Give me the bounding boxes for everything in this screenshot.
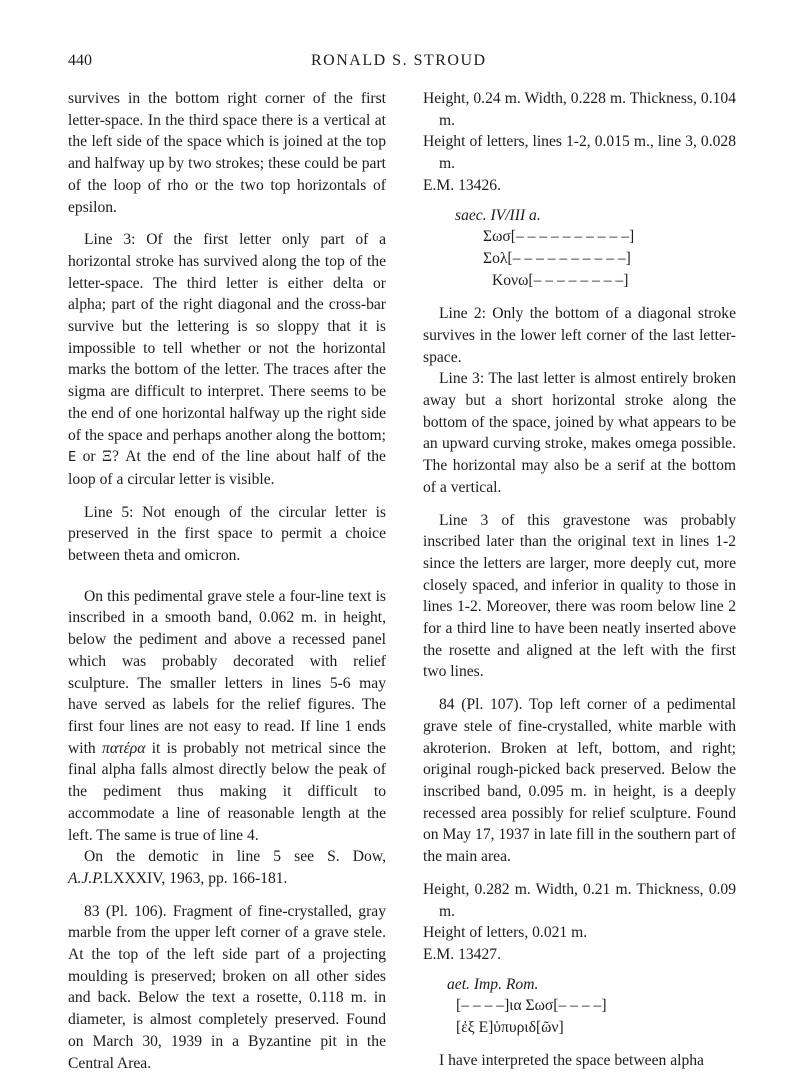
paragraph-line3-text-a: Line 3: Of the first letter only part of a horizontal stroke has survived along the top of the letter-space. The third letter is either delta or alpha; part of the right diagonal and the cross-bar survive but the lettering is so sloppy that it is impossible to tell whether or not the horizontal marks the bottom of the letter. The traces after the sigma are difficult to interpret. There seems to be the end of one horizontal halfway up the right side of the space and perhaps another along the bottom; — [68, 231, 386, 444]
paragraph-line3 — [68, 229, 386, 490]
inscription-line: [ἐξ Ε]ὑπυριδ[ῶν] — [456, 1019, 564, 1037]
letter-epsilon: E — [68, 450, 77, 466]
greek-word: πατέρα — [102, 739, 146, 757]
entry-83-inscription — [423, 226, 736, 292]
entry-84-dimensions: Height, 0.282 m. Width, 0.21 m. Thickness, 0.09 m. — [423, 880, 736, 920]
inscription-line: Κονω[– – – – – – – –] — [492, 272, 629, 290]
left-column — [68, 88, 386, 1074]
paragraph-interpretation: I have interpreted the space between alpha — [439, 1052, 704, 1070]
entry-83-date: saec. IV/III a. — [455, 206, 541, 224]
paragraph-continued: survives in the bottom right corner of the first letter-space. In the third space there is a vertical at the left side of the space which is joined at the top and halfway up by two strokes; these could be part of the loop of rho or the two top horizontals of epsilon. — [68, 90, 386, 216]
entry-83-dimensions: Height, 0.24 m. Width, 0.228 m. Thickness, 0.104 m. — [423, 90, 736, 129]
entry-84-museum-number: E.M. 13427. — [423, 945, 501, 963]
inscription-line: Σωσ[– – – – – – – – – –] — [483, 228, 635, 246]
commentary-text-a: On this pedimental grave stele a four-line text is inscribed in a smooth band, 0.062 m. in height, below the pediment and above a recessed panel which was probably decorated with relief sculpture. The smaller letters in lines 5-6 may have served as labels for the relief figures. The first four lines are not easy to read. If line 1 ends with — [68, 587, 386, 757]
paragraph-commentary — [68, 586, 386, 846]
entry-84-inscription — [423, 995, 736, 1039]
paragraph-demotic — [68, 846, 386, 889]
letter-xi: Ξ? — [101, 448, 119, 466]
demotic-text-a: On the demotic in line 5 see S. Dow, — [84, 848, 386, 866]
paragraph-line3-text-b: At the end of the line about half of the loop of a circular letter is visible. — [68, 448, 386, 488]
entry-83-letter-height: Height of letters, lines 1-2, 0.015 m., line 3, 0.028 m. — [423, 133, 736, 173]
demotic-text-b: LXXXIV, 1963, pp. 166-181. — [103, 869, 288, 887]
entry-84-description: 84 (Pl. 107). Top left corner of a pedimental grave stele of fine-crystalled, white marble with akroterion. Broken at left, bottom, and right; original rough-picked back preserved. Below the inscribed band, 0.095 m. in height, is a deeply recessed area possibly for relief sculpture. Found on May 17, 1937 in late fill in the southern part of the main area. — [423, 696, 736, 866]
entry-84-letter-height: Height of letters, 0.021 m. — [423, 924, 588, 942]
inscription-line: Σολ[– – – – – – – – – –] — [483, 250, 631, 268]
entry-84-date: aet. Imp. Rom. — [447, 975, 539, 993]
right-column — [423, 88, 736, 1072]
paragraph-line5: Line 5: Not enough of the circular letter is preserved in the first space to permit a choice between theta and omicron. — [68, 503, 386, 565]
page-number: 440 — [68, 52, 92, 69]
commentary-text-b: it is probably not metrical since the final alpha falls almost directly below the peak of the pediment thus making it difficult to accommodate a line of reasonable length at the left. The same is true of line 4. — [68, 739, 386, 844]
inscription-line: [– – – –]ια Σωσ[– – – –] — [456, 997, 607, 1015]
journal-title: A.J.P. — [68, 869, 104, 887]
word-or: or — [82, 448, 96, 466]
paragraph-gravestone: Line 3 of this gravestone was probably inscribed later than the original text in lines 1-2 since the letters are larger, more deeply cut, more closely spaced, and inferior in quality to those in lines 1-2. Moreover, there was room below line 2 for a third line to have been neatly inserted above the rosette and aligned at the left with the first two lines. — [423, 511, 736, 681]
entry-83-museum-number: E.M. 13426. — [423, 176, 501, 194]
entry-83-description: 83 (Pl. 106). Fragment of fine-crystalled, gray marble from the upper left corner of a grave stele. At the top of the left side part of a projecting moulding is preserved; broken on all other sides and back. Below the text a rosette, 0.118 m. in diameter, is almost completely preserved. Found on March 30, 1939 in a Byzantine pit in the Central Area. — [68, 902, 386, 1072]
running-title: RONALD S. STROUD — [311, 52, 487, 69]
paragraph-line2: Line 2: Only the bottom of a diagonal stroke survives in the lower left corner of the last letter-space. — [423, 305, 736, 366]
paragraph-line3-omega: Line 3: The last letter is almost entirely broken away but a short horizontal stroke along the bottom of the space, joined by what appears to be an upward curving stroke, makes omega possible. The horizontal may also be a serif at the bottom of a vertical. — [423, 370, 736, 496]
